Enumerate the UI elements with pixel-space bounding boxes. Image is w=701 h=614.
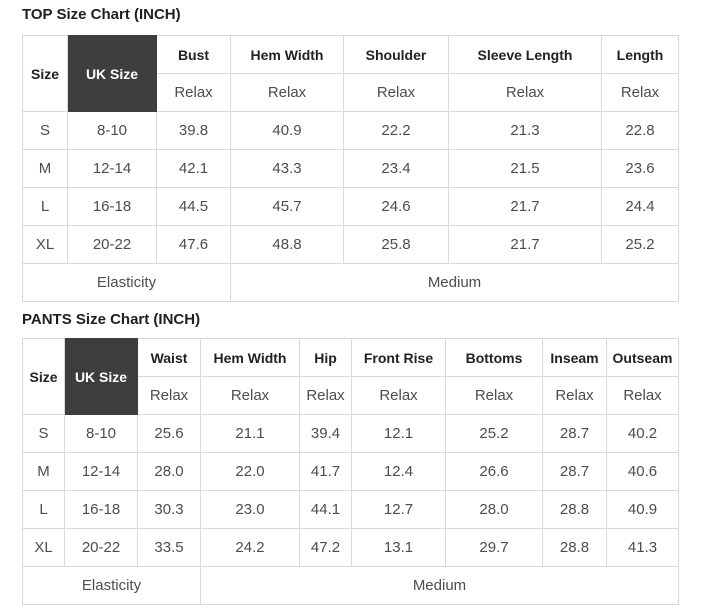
elasticity-label-cell: Elasticity bbox=[23, 264, 231, 302]
fit-cell: Relax bbox=[449, 74, 602, 112]
value-cell: 47.2 bbox=[300, 529, 352, 567]
value-cell: 26.6 bbox=[446, 453, 543, 491]
table-row-s bbox=[23, 112, 679, 150]
fit-cell: Relax bbox=[138, 377, 201, 415]
value-cell: 39.4 bbox=[300, 415, 352, 453]
elasticity-row bbox=[23, 264, 679, 302]
uk-size-cell: 12-14 bbox=[65, 453, 138, 491]
table-row-m bbox=[23, 453, 679, 491]
uk-size-cell: 16-18 bbox=[68, 188, 157, 226]
uk-size-cell: 8-10 bbox=[65, 415, 138, 453]
value-cell: 28.0 bbox=[138, 453, 201, 491]
column-header-outseam: Outseam bbox=[607, 339, 679, 377]
fit-cell: Relax bbox=[201, 377, 300, 415]
column-header-front-rise: Front Rise bbox=[352, 339, 446, 377]
column-header-bottoms: Bottoms bbox=[446, 339, 543, 377]
top-size-table bbox=[22, 35, 679, 302]
column-header-shoulder: Shoulder bbox=[344, 36, 449, 74]
value-cell: 43.3 bbox=[231, 150, 344, 188]
size-cell: S bbox=[23, 112, 68, 150]
value-cell: 45.7 bbox=[231, 188, 344, 226]
value-cell: 21.7 bbox=[449, 188, 602, 226]
value-cell: 23.0 bbox=[201, 491, 300, 529]
top-chart-title: TOP Size Chart (INCH) bbox=[22, 6, 181, 23]
table-row-l bbox=[23, 491, 679, 529]
size-cell: L bbox=[23, 491, 65, 529]
uk-size-cell: 20-22 bbox=[65, 529, 138, 567]
value-cell: 33.5 bbox=[138, 529, 201, 567]
fit-cell: Relax bbox=[543, 377, 607, 415]
fit-cell: Relax bbox=[157, 74, 231, 112]
table-row-xl bbox=[23, 226, 679, 264]
fit-cell: Relax bbox=[231, 74, 344, 112]
value-cell: 29.7 bbox=[446, 529, 543, 567]
uk-size-cell: 12-14 bbox=[68, 150, 157, 188]
value-cell: 25.2 bbox=[602, 226, 679, 264]
value-cell: 23.4 bbox=[344, 150, 449, 188]
column-header-hem-width: Hem Width bbox=[201, 339, 300, 377]
column-header-hem-width: Hem Width bbox=[231, 36, 344, 74]
table-header-row bbox=[23, 339, 679, 377]
table-row-l bbox=[23, 188, 679, 226]
value-cell: 21.5 bbox=[449, 150, 602, 188]
value-cell: 25.2 bbox=[446, 415, 543, 453]
value-cell: 24.4 bbox=[602, 188, 679, 226]
value-cell: 25.6 bbox=[138, 415, 201, 453]
value-cell: 40.2 bbox=[607, 415, 679, 453]
uk-size-cell: 20-22 bbox=[68, 226, 157, 264]
pants-size-table bbox=[22, 338, 679, 605]
value-cell: 42.1 bbox=[157, 150, 231, 188]
value-cell: 22.0 bbox=[201, 453, 300, 491]
size-cell: XL bbox=[23, 226, 68, 264]
fit-cell: Relax bbox=[607, 377, 679, 415]
size-cell: XL bbox=[23, 529, 65, 567]
value-cell: 22.2 bbox=[344, 112, 449, 150]
value-cell: 48.8 bbox=[231, 226, 344, 264]
uk-size-header-cell: UK Size bbox=[68, 36, 157, 112]
value-cell: 40.9 bbox=[231, 112, 344, 150]
value-cell: 24.6 bbox=[344, 188, 449, 226]
value-cell: 21.3 bbox=[449, 112, 602, 150]
size-cell: M bbox=[23, 150, 68, 188]
column-header-inseam: Inseam bbox=[543, 339, 607, 377]
table-row-m bbox=[23, 150, 679, 188]
fit-cell: Relax bbox=[300, 377, 352, 415]
pants-chart-title: PANTS Size Chart (INCH) bbox=[22, 311, 201, 328]
value-cell: 28.7 bbox=[543, 415, 607, 453]
value-cell: 12.1 bbox=[352, 415, 446, 453]
table-header-row bbox=[23, 36, 679, 74]
uk-size-header-cell: UK Size bbox=[65, 339, 138, 415]
value-cell: 28.0 bbox=[446, 491, 543, 529]
value-cell: 25.8 bbox=[344, 226, 449, 264]
value-cell: 24.2 bbox=[201, 529, 300, 567]
fit-cell: Relax bbox=[446, 377, 543, 415]
value-cell: 39.8 bbox=[157, 112, 231, 150]
elasticity-row bbox=[23, 567, 679, 605]
value-cell: 47.6 bbox=[157, 226, 231, 264]
fit-cell: Relax bbox=[352, 377, 446, 415]
value-cell: 21.7 bbox=[449, 226, 602, 264]
value-cell: 44.5 bbox=[157, 188, 231, 226]
value-cell: 22.8 bbox=[602, 112, 679, 150]
value-cell: 21.1 bbox=[201, 415, 300, 453]
size-header-cell: Size bbox=[23, 36, 68, 112]
fit-cell: Relax bbox=[344, 74, 449, 112]
value-cell: 28.8 bbox=[543, 529, 607, 567]
column-header-bust: Bust bbox=[157, 36, 231, 74]
value-cell: 40.6 bbox=[607, 453, 679, 491]
value-cell: 23.6 bbox=[602, 150, 679, 188]
elasticity-value-cell: Medium bbox=[231, 264, 679, 302]
size-cell: S bbox=[23, 415, 65, 453]
size-header-cell: Size bbox=[23, 339, 65, 415]
elasticity-label-cell: Elasticity bbox=[23, 567, 201, 605]
value-cell: 28.8 bbox=[543, 491, 607, 529]
value-cell: 13.1 bbox=[352, 529, 446, 567]
value-cell: 41.3 bbox=[607, 529, 679, 567]
table-row-s bbox=[23, 415, 679, 453]
table-row-xl bbox=[23, 529, 679, 567]
uk-size-cell: 8-10 bbox=[68, 112, 157, 150]
elasticity-value-cell: Medium bbox=[201, 567, 679, 605]
value-cell: 41.7 bbox=[300, 453, 352, 491]
column-header-waist: Waist bbox=[138, 339, 201, 377]
value-cell: 12.7 bbox=[352, 491, 446, 529]
column-header-sleeve-length: Sleeve Length bbox=[449, 36, 602, 74]
value-cell: 28.7 bbox=[543, 453, 607, 491]
size-cell: M bbox=[23, 453, 65, 491]
column-header-hip: Hip bbox=[300, 339, 352, 377]
fit-cell: Relax bbox=[602, 74, 679, 112]
value-cell: 40.9 bbox=[607, 491, 679, 529]
column-header-length: Length bbox=[602, 36, 679, 74]
uk-size-cell: 16-18 bbox=[65, 491, 138, 529]
value-cell: 30.3 bbox=[138, 491, 201, 529]
value-cell: 44.1 bbox=[300, 491, 352, 529]
size-cell: L bbox=[23, 188, 68, 226]
value-cell: 12.4 bbox=[352, 453, 446, 491]
